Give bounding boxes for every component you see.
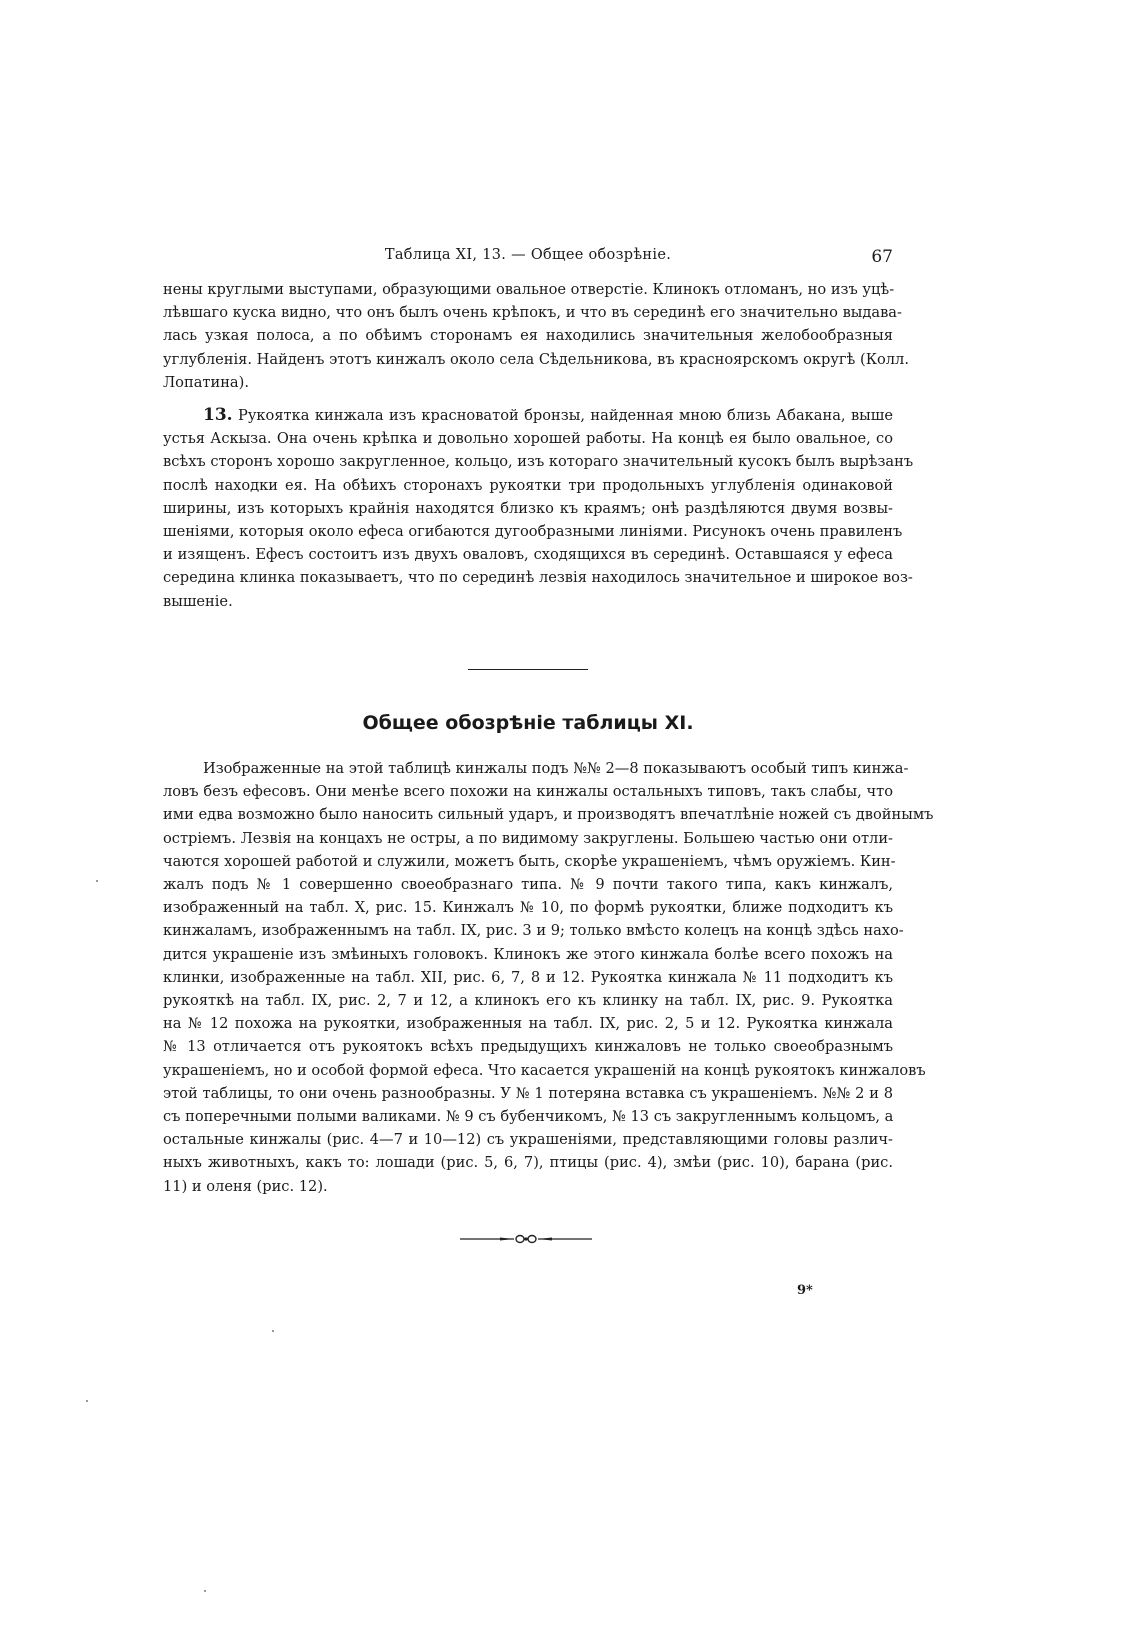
text-line: послѣ находки ея. На обѣихъ сторонахъ рукоятки три продольныхъ углубленія одинаковой [163, 476, 893, 494]
text-line: украшеніемъ, но и особой формой ефеса. Что касается украшеній на концѣ рукоятокъ кинжаловъ [163, 1061, 926, 1079]
paper-speck [86, 1400, 88, 1402]
paragraph-continuation [163, 278, 909, 394]
text-line: 11) и оленя (рис. 12). [163, 1177, 328, 1195]
text-line: и изященъ. Ефесъ состоитъ изъ двухъ оваловъ, сходящихся въ серединѣ. Оставшаяся у ефеса [163, 546, 893, 564]
paper-speck [204, 1590, 206, 1592]
text-line: всѣхъ сторонъ хорошо закругленное, кольцо, изъ котораго значительный кусокъ былъ вырѣзанъ [163, 453, 914, 471]
text-line: остальные кинжалы (рис. 4—7 и 10—12) съ украшеніями, представляющими головы различ- [163, 1131, 893, 1149]
text-line: кинжаламъ, изображеннымъ на табл. IX, рис. 3 и 9; только вмѣсто колецъ на концѣ здѣсь нахо- [163, 922, 904, 940]
text-line: шеніями, которыя около ефеса огибаются дугообразными линіями. Рисунокъ очень правиленъ [163, 523, 903, 541]
text-fragment: Рукоятка кинжала изъ красноватой бронзы, найденная мною близь Абакана, выше [232, 407, 893, 424]
text-line: Изображенные на этой таблицѣ кинжалы подъ №№ 2—8 показываютъ особый типъ кинжа- [203, 760, 909, 777]
text-line: нены круглыми выступами, образующими овальное отверстіе. Клинокъ отломанъ, но изъ уцѣ- [163, 281, 895, 298]
paragraph-item-13 [163, 404, 914, 613]
text-line [163, 404, 893, 427]
paper-speck [96, 880, 98, 882]
text-line: ныхъ животныхъ, какъ то: лошади (рис. 5, 6, 7), птицы (рис. 4), змѣи (рис. 10), барана (рис. [163, 1154, 893, 1172]
text-line: этой таблицы, то они очень разнообразны. У № 1 потеряна вставка съ украшеніемъ. №№ 2 и 8 [163, 1084, 893, 1102]
text-line: середина клинка показываетъ, что по серединѣ лезвія находилось значительное и широкое воз- [163, 569, 913, 587]
text-line: вышеніе. [163, 592, 233, 610]
page-number: 67 [871, 247, 893, 267]
text-line: устья Аскыза. Она очень крѣпка и довольно хорошей работы. На концѣ ея было овальное, со [163, 430, 893, 448]
paper-speck [272, 1330, 274, 1332]
item-number: 13. [203, 405, 233, 425]
text-line: изображенный на табл. X, рис. 15. Кинжалъ № 10, по формѣ рукоятки, ближе подходитъ къ [163, 899, 893, 917]
text-line: лась узкая полоса, а по обѣимъ сторонамъ ея находились значительныя желобообразныя [163, 327, 893, 345]
text-line: рукояткѣ на табл. IX, рис. 2, 7 и 12, а клинокъ его къ клинку на табл. IX, рис. 9. Рукоятка [163, 992, 893, 1010]
text-line: ширины, изъ которыхъ крайнія находятся близко къ краямъ; онѣ раздѣляются двумя возвы- [163, 499, 893, 517]
text-line: ловъ безъ ефесовъ. Они менѣе всего похожи на кинжалы остальныхъ типовъ, такъ слабы, что [163, 783, 893, 801]
section-title: Общее обозрѣніе таблицы XI. [362, 712, 694, 734]
text-line: на № 12 похожа на рукоятки, изображенныя на табл. IX, рис. 2, 5 и 12. Рукоятка кинжала [163, 1015, 893, 1033]
header-title: Таблица XI, 13. — Общее обозрѣніе. [384, 247, 672, 263]
text-line: № 13 отличается отъ рукоятокъ всѣхъ предыдущихъ кинжаловъ не только своеобразнымъ [163, 1038, 893, 1056]
text-line: Лопатина). [163, 373, 249, 391]
text-line: углубленія. Найденъ этотъ кинжалъ около села Сѣдельникова, въ красноярскомъ округѣ (Колл. [163, 350, 909, 368]
text-line: ими едва возможно было наносить сильный ударъ, и производятъ впечатлѣніе ножей съ двойнымъ [163, 806, 934, 824]
paragraph-overview [163, 757, 934, 1198]
section-divider [468, 669, 588, 670]
text-line: клинки, изображенные на табл. XII, рис. 6, 7, 8 и 12. Рукоятка кинжала № 11 подходитъ къ [163, 968, 893, 986]
end-ornament-icon [460, 1232, 592, 1246]
text-line: жалъ подъ № 1 совершенно своеобразнаго типа. № 9 почти такого типа, какъ кинжалъ, [163, 876, 893, 894]
text-line: дится украшеніе изъ змѣиныхъ головокъ. Клинокъ же этого кинжала болѣе всего похожъ на [163, 945, 893, 963]
running-header [163, 247, 893, 271]
text-line: чаются хорошей работой и служили, можетъ быть, скорѣе украшеніемъ, чѣмъ оружіемъ. Кин- [163, 852, 896, 870]
text-line: остріемъ. Лезвія на концахъ не остры, а по видимому закруглены. Большею частью они отли- [163, 829, 893, 847]
text-line: съ поперечными полыми валиками. № 9 съ бубенчикомъ, № 13 съ закругленнымъ кольцомъ, а [163, 1108, 894, 1126]
signature-mark: 9* [797, 1283, 813, 1298]
text-line: лѣвшаго куска видно, что онъ былъ очень крѣпокъ, и что въ серединѣ его значительно выдава- [163, 304, 902, 322]
